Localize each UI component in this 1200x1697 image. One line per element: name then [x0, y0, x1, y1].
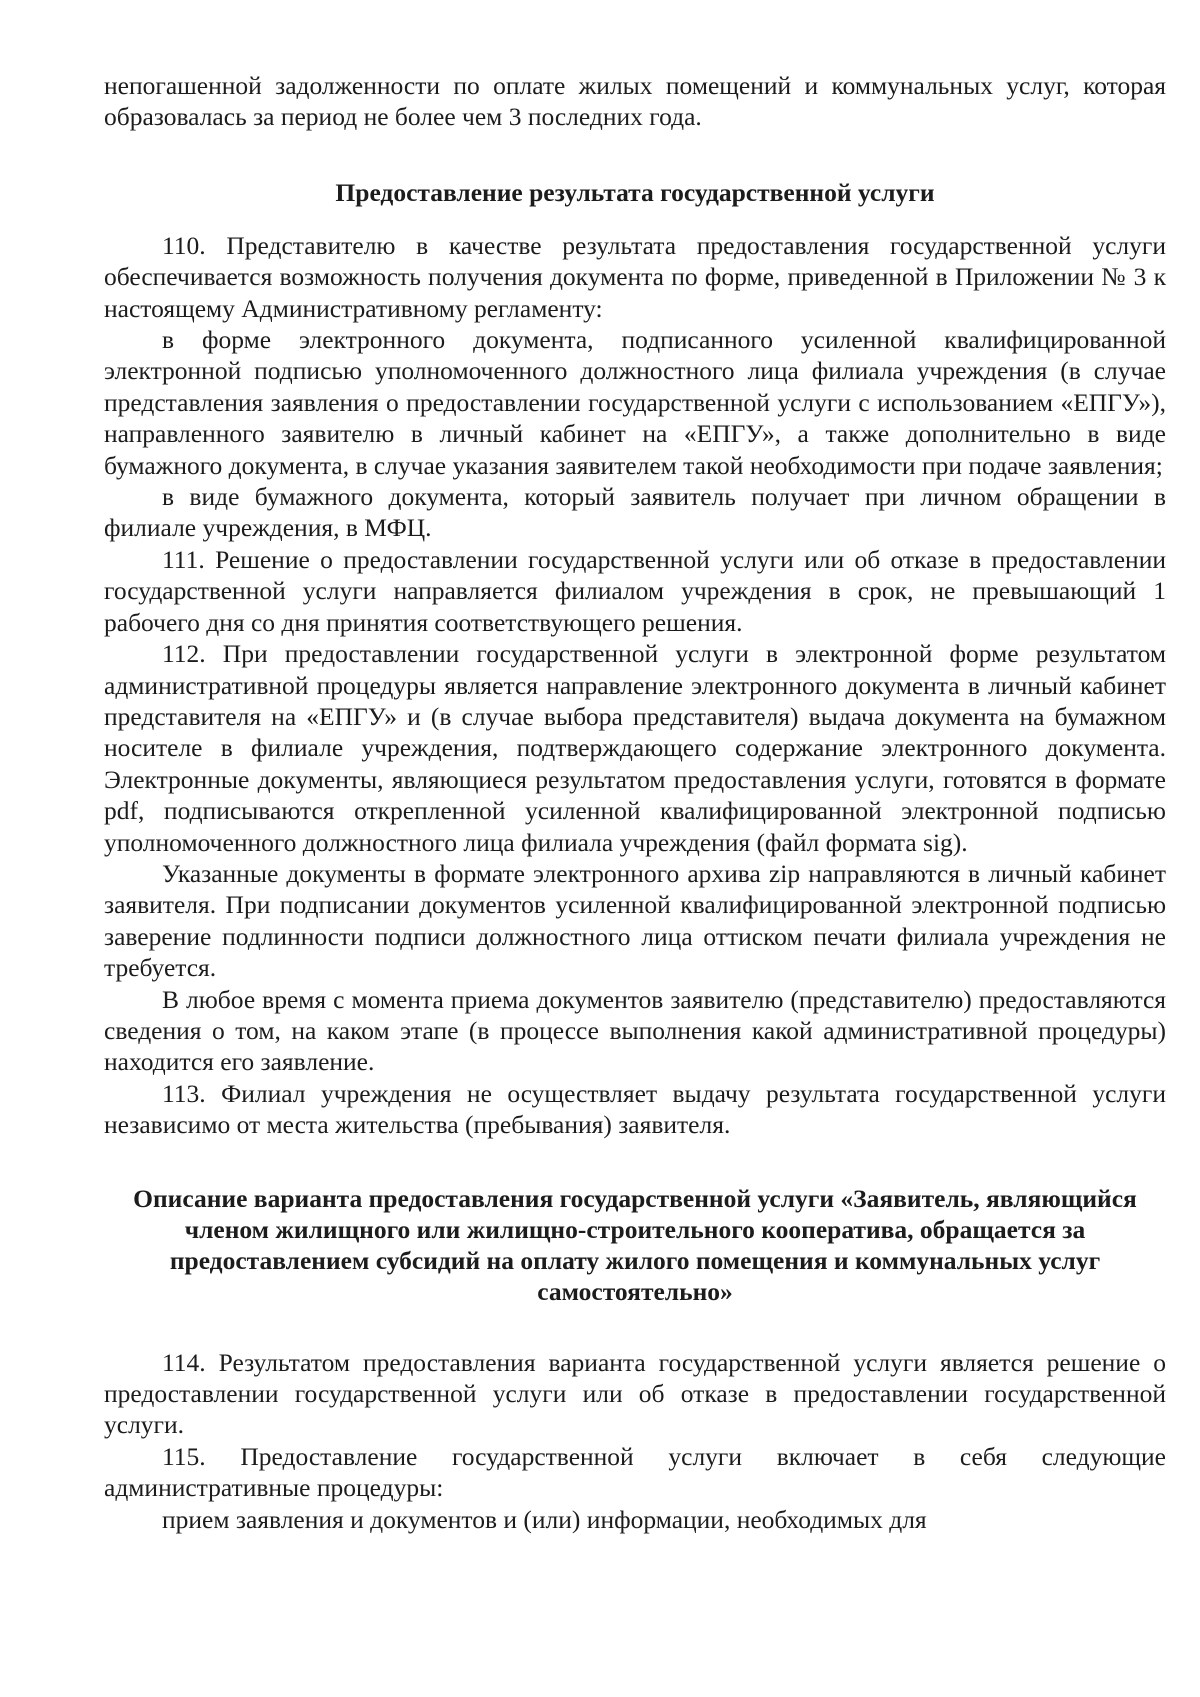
paragraph-110-paper: в виде бумажного документа, который заявитель получает при личном обращении в филиале учреждения, в МФЦ.: [104, 482, 1166, 543]
paragraph-112: 112. При предоставлении государственной услуги в электронной форме результатом административной процедуры является направление электронного документа в личный кабинет представителя на «ЕПГУ» и (в случае выбора представителя) выдача документа на бумажном носителе в филиале учреждения, подтверждающего содержание электронного документа. Электронные документы, являющиеся результатом предоставления услуги, готовятся в формате pdf, подписываются открепленной усиленной квалифицированной электронной подписью уполномоченного должностного лица филиала учреждения (файл формата sig).: [104, 639, 1166, 857]
paragraph-110: 110. Представителю в качестве результата предоставления государственной услуги обеспечивается возможность получения документа по форме, приведенной в Приложении № 3 к настоящему Административному регламенту:: [104, 230, 1166, 323]
paragraph-110-electronic: в форме электронного документа, подписанного усиленной квалифицированной электронной подписью уполномоченного должностного лица филиала учреждения (в случае представления заявления о предоставлении государственной услуги с использованием «ЕПГУ»), направленного заявителю в личный кабинет на «ЕПГУ», а также дополнительно в виде бумажного документа, в случае указания заявителем такой необходимости при подаче заявления;: [104, 325, 1166, 480]
paragraph-115: 115. Предоставление государственной услуги включает в себя следующие административные процедуры:: [104, 1441, 1166, 1503]
paragraph-111: 111. Решение о предоставлении государственной услуги или об отказе в предоставлении государственной услуги направляется филиалом учреждения в срок, не превышающий 1 рабочего дня со дня принятия соответствующего решения.: [104, 544, 1166, 637]
paragraph-115-item-1: прием заявления и документов и (или) информации, необходимых для: [162, 1504, 927, 1534]
paragraph-112-status: В любое время с момента приема документов заявителю (представителю) предоставляются сведения о том, на каком этапе (в процессе выполнения какой административной процедуры) находится его заявление.: [104, 984, 1166, 1077]
section-heading-variant: Описание варианта предоставления государственной услуги «Заявитель, являющийся членом жилищного или жилищно-строительного кооператива, обращается за предоставлением субсидий на оплату жилого помещения и коммунальных услуг самостоятельно»: [133, 1183, 1137, 1306]
paragraph-113: 113. Филиал учреждения не осуществляет выдачу результата государственной услуги независимо от места жительства (пребывания) заявителя.: [104, 1078, 1166, 1140]
paragraph-114: 114. Результатом предоставления варианта государственной услуги является решение о предоставлении государственной услуги или об отказе в предоставлении государственной услуги.: [104, 1347, 1166, 1440]
paragraph-112-zip: Указанные документы в формате электронного архива zip направляются в личный кабинет заявителя. При подписании документов усиленной квалифицированной электронной подписью заверение подлинности подписи должностного лица оттиском печати филиала учреждения не требуется.: [104, 858, 1166, 983]
document-body: [104, 70, 1166, 1535]
intro-paragraph: непогашенной задолженности по оплате жилых помещений и коммунальных услуг, которая образовалась за период не более чем 3 последних года.: [104, 71, 1166, 132]
section-heading-result: Предоставление результата государственной услуги: [335, 177, 935, 207]
